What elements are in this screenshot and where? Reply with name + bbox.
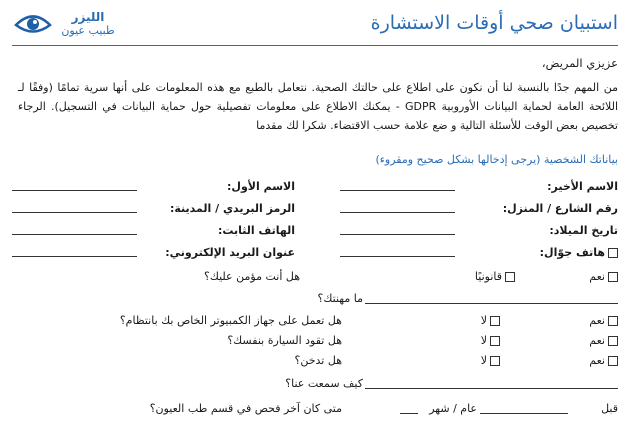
first-name-label: الاسم الأول: xyxy=(227,180,295,193)
last-exam-year-month: عام / شهر xyxy=(429,402,477,415)
mobile-label-text: هاتف جوّال: xyxy=(539,246,605,259)
last-exam-month-field[interactable] xyxy=(400,413,418,414)
question-computer: هل تعمل على جهاز الكمبيوتر الخاص بك بانتظام؟ xyxy=(119,314,342,327)
intro-paragraph: من المهم جدًا بالنسبة لنا أن نكون على اطلاع على حالتك الصحية. نتعامل بالطبع مع هذه المعلومات على أنها سرية تمامًا (وفقًا لـ اللائحة العامة لحماية البيانات الأوروبية GDPR - يمكنك الاطلاع على معلومات تفصيلية حول حماية البيانات في التسجيل). الرجاء تخصيص بعض الوقت للأسئلة التالية و ضع علامة حسب الاقتضاء. شكرا لك مقدما xyxy=(18,81,619,132)
first-name-field[interactable] xyxy=(12,190,137,191)
checkbox-icon[interactable] xyxy=(608,336,618,346)
option-label: لا xyxy=(480,314,487,327)
last-exam-since: قبل xyxy=(601,402,618,415)
computer-no-option[interactable] xyxy=(481,314,500,327)
page-title: استبيان صحي أوقات الاستشارة xyxy=(370,12,618,34)
mobile-field[interactable] xyxy=(340,256,455,257)
logo-brand: الليزر xyxy=(71,10,105,24)
birth-date-field[interactable] xyxy=(340,234,455,235)
option-label: نعم xyxy=(589,314,605,327)
mobile-label xyxy=(540,246,618,259)
smoke-no-option[interactable] xyxy=(481,354,500,367)
street-label: رقم الشارع / المنزل: xyxy=(502,202,618,215)
heard-field[interactable] xyxy=(365,388,618,389)
landline-label: الهاتف الثابت: xyxy=(217,224,295,237)
checkbox-icon[interactable] xyxy=(608,356,618,366)
option-label: لا xyxy=(480,354,487,367)
header-divider xyxy=(12,45,618,46)
logo-subtitle: طبيب عيون xyxy=(61,24,115,37)
smoke-yes-option[interactable] xyxy=(589,354,618,367)
option-label: نعم xyxy=(589,334,605,347)
zip-city-field[interactable] xyxy=(12,212,137,213)
insured-yes-option[interactable] xyxy=(589,270,618,283)
eye-icon xyxy=(14,12,52,40)
last-name-field[interactable] xyxy=(340,190,455,191)
checkbox-icon[interactable] xyxy=(608,248,618,258)
option-label: نعم xyxy=(589,270,605,283)
greeting: عزيزي المريض، xyxy=(541,56,618,70)
computer-yes-option[interactable] xyxy=(589,314,618,327)
question-last-exam: متى كان آخر فحص في قسم طب العيون؟ xyxy=(149,402,342,415)
question-insured: هل أنت مؤمن عليك؟ xyxy=(203,270,300,283)
drive-no-option[interactable] xyxy=(481,334,500,347)
birth-date-label: تاريخ الميلاد: xyxy=(549,224,618,237)
landline-field[interactable] xyxy=(12,234,137,235)
zip-city-label: الرمز البريدي / المدينة: xyxy=(169,202,295,215)
checkbox-icon[interactable] xyxy=(608,316,618,326)
last-exam-year-field[interactable] xyxy=(480,413,568,414)
checkbox-icon[interactable] xyxy=(490,336,500,346)
email-label: عنوان البريد الإلكتروني: xyxy=(165,246,295,259)
checkbox-icon[interactable] xyxy=(608,272,618,282)
last-name-label: الاسم الأخير: xyxy=(547,180,618,193)
insured-legal-option[interactable] xyxy=(475,270,515,283)
question-smoke: هل تدخن؟ xyxy=(294,354,342,367)
option-label: لا xyxy=(480,334,487,347)
checkbox-icon[interactable] xyxy=(490,316,500,326)
drive-yes-option[interactable] xyxy=(589,334,618,347)
question-heard: كيف سمعت عنا؟ xyxy=(285,377,363,390)
option-label: نعم xyxy=(589,354,605,367)
logo-text xyxy=(55,10,121,38)
section-title: بياناتك الشخصية (يرجى إدخالها بشكل صحيح ومقروء) xyxy=(375,153,618,166)
checkbox-icon[interactable] xyxy=(490,356,500,366)
question-profession: ما مهنتك؟ xyxy=(317,292,363,305)
profession-field[interactable] xyxy=(365,303,618,304)
street-field[interactable] xyxy=(340,212,455,213)
checkbox-icon[interactable] xyxy=(505,272,515,282)
email-field[interactable] xyxy=(12,256,137,257)
question-drive: هل تقود السيارة بنفسك؟ xyxy=(227,334,342,347)
option-label: قانونيًا xyxy=(474,270,502,283)
